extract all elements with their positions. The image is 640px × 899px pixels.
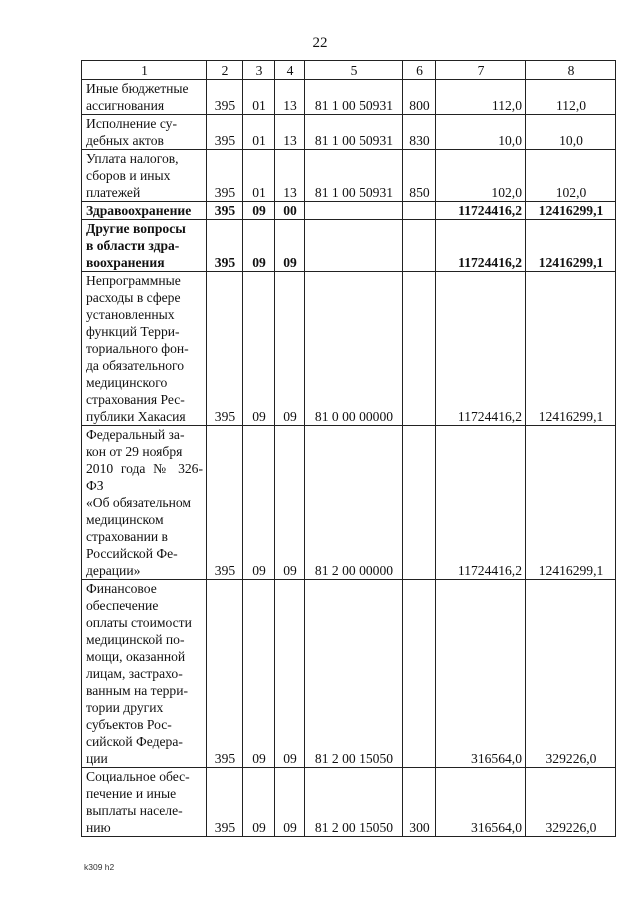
section-code-cell: 395 [207, 768, 243, 837]
row-name-line: страхования Рес- [86, 392, 185, 407]
expense-type-cell [403, 426, 436, 580]
row-name-cell [82, 80, 207, 115]
subsection-code-cell: 13 [275, 150, 305, 202]
amount-year1-cell: 11724416,2 [436, 426, 526, 580]
row-name-cell [82, 220, 207, 272]
row-name-line: воохранения [86, 255, 165, 270]
chapter-code-cell: 09 [243, 202, 275, 220]
row-name-cell [82, 115, 207, 150]
chapter-code-cell: 01 [243, 150, 275, 202]
row-name-line: печение и иные [86, 786, 177, 801]
chapter-code-cell: 09 [243, 220, 275, 272]
row-name-line: Финансовое [86, 581, 157, 596]
amount-year2-cell: 12416299,1 [526, 202, 616, 220]
subsection-code-cell: 13 [275, 80, 305, 115]
row-name-line: Социальное обес- [86, 769, 190, 784]
row-name-cell [82, 426, 207, 580]
column-header: 1 [82, 61, 207, 80]
section-code-cell: 395 [207, 150, 243, 202]
row-name-line: дебных актов [86, 133, 164, 148]
section-code-cell: 395 [207, 80, 243, 115]
chapter-code-cell: 09 [243, 768, 275, 837]
chapter-code-cell: 09 [243, 426, 275, 580]
table-row [82, 426, 616, 580]
row-name-line: Другие вопросы [86, 221, 186, 236]
amount-year2-cell: 12416299,1 [526, 220, 616, 272]
expense-type-cell: 850 [403, 150, 436, 202]
row-name-line: медицинском [86, 512, 164, 527]
amount-year2-cell: 112,0 [526, 80, 616, 115]
table-header-row [82, 61, 616, 80]
row-name-line: Непрограммные [86, 273, 181, 288]
row-name-line: Иные бюджетные [86, 81, 189, 96]
row-name-line: Здравоохранение [86, 203, 192, 218]
row-name-line: дерации» [86, 563, 141, 578]
amount-year1-cell: 102,0 [436, 150, 526, 202]
section-code-cell: 395 [207, 115, 243, 150]
row-name-cell [82, 150, 207, 202]
amount-year1-cell: 10,0 [436, 115, 526, 150]
row-name-line: установленных [86, 307, 175, 322]
amount-year1-cell: 11724416,2 [436, 220, 526, 272]
amount-year1-cell: 11724416,2 [436, 272, 526, 426]
row-name-line: «Об обязательном [86, 495, 191, 510]
expense-type-cell: 300 [403, 768, 436, 837]
amount-year1-cell: 316564,0 [436, 580, 526, 768]
row-name-line: медицинского [86, 375, 168, 390]
subsection-code-cell: 09 [275, 220, 305, 272]
row-name-line: 2010 года № 326-ФЗ [86, 461, 203, 493]
subsection-code-cell: 09 [275, 580, 305, 768]
column-header: 6 [403, 61, 436, 80]
section-code-cell: 395 [207, 580, 243, 768]
chapter-code-cell: 09 [243, 272, 275, 426]
subsection-code-cell: 00 [275, 202, 305, 220]
row-name-cell [82, 768, 207, 837]
amount-year1-cell: 11724416,2 [436, 202, 526, 220]
expense-type-cell [403, 202, 436, 220]
subsection-code-cell: 09 [275, 272, 305, 426]
expense-type-cell [403, 272, 436, 426]
row-name-line: тории других [86, 700, 164, 715]
row-name-line: мощи, оказанной [86, 649, 186, 664]
section-code-cell: 395 [207, 272, 243, 426]
section-code-cell: 395 [207, 202, 243, 220]
row-name-cell [82, 202, 207, 220]
section-code-cell: 395 [207, 426, 243, 580]
row-name-line: обеспечение [86, 598, 159, 613]
amount-year2-cell: 102,0 [526, 150, 616, 202]
table-body [82, 80, 616, 837]
table-row [82, 150, 616, 202]
row-name-line: сийской Федера- [86, 734, 183, 749]
chapter-code-cell: 01 [243, 80, 275, 115]
table-row [82, 272, 616, 426]
expense-type-cell [403, 580, 436, 768]
expense-type-cell: 800 [403, 80, 436, 115]
row-name-line: медицинской по- [86, 632, 185, 647]
row-name-cell [82, 580, 207, 768]
row-name-line: ассигнования [86, 98, 165, 113]
column-header: 8 [526, 61, 616, 80]
row-name-line: ванным на терри- [86, 683, 189, 698]
row-name-line: расходы в сфере [86, 290, 181, 305]
amount-year2-cell: 10,0 [526, 115, 616, 150]
row-name-cell [82, 272, 207, 426]
row-name-line: ции [86, 751, 108, 766]
footer-code: k309 h2 [84, 862, 115, 872]
subsection-code-cell: 09 [275, 768, 305, 837]
amount-year2-cell: 329226,0 [526, 768, 616, 837]
target-article-cell: 81 0 00 00000 [305, 272, 403, 426]
section-code-cell: 395 [207, 220, 243, 272]
column-header: 7 [436, 61, 526, 80]
row-name-line: нию [86, 820, 111, 835]
expense-type-cell [403, 220, 436, 272]
amount-year2-cell: 12416299,1 [526, 272, 616, 426]
target-article-cell: 81 1 00 50931 [305, 115, 403, 150]
target-article-cell: 81 2 00 15050 [305, 768, 403, 837]
table-row [82, 220, 616, 272]
target-article-cell: 81 1 00 50931 [305, 80, 403, 115]
subsection-code-cell: 09 [275, 426, 305, 580]
row-name-line: субъектов Рос- [86, 717, 172, 732]
table-row [82, 768, 616, 837]
table-row [82, 202, 616, 220]
row-name-line: Федеральный за- [86, 427, 185, 442]
chapter-code-cell: 01 [243, 115, 275, 150]
row-name-line: сборов и иных [86, 168, 171, 183]
row-name-line: кон от 29 ноября [86, 444, 183, 459]
target-article-cell: 81 2 00 00000 [305, 426, 403, 580]
column-header: 4 [275, 61, 305, 80]
table-row [82, 580, 616, 768]
row-name-line: в области здра- [86, 238, 180, 253]
budget-table [81, 60, 616, 837]
page-number: 22 [312, 35, 328, 51]
row-name-line: выплаты населе- [86, 803, 183, 818]
row-name-line: Российской Фе- [86, 546, 178, 561]
amount-year2-cell: 329226,0 [526, 580, 616, 768]
chapter-code-cell: 09 [243, 580, 275, 768]
amount-year1-cell: 112,0 [436, 80, 526, 115]
target-article-cell [305, 202, 403, 220]
row-name-line: да обязательного [86, 358, 185, 373]
target-article-cell: 81 1 00 50931 [305, 150, 403, 202]
table-row [82, 115, 616, 150]
target-article-cell [305, 220, 403, 272]
row-name-line: Уплата налогов, [86, 151, 179, 166]
column-header: 2 [207, 61, 243, 80]
row-name-line: оплаты стоимости [86, 615, 192, 630]
row-name-line: платежей [86, 185, 141, 200]
row-name-line: публики Хакасия [86, 409, 186, 424]
amount-year2-cell: 12416299,1 [526, 426, 616, 580]
row-name-line: лицам, застрахо- [86, 666, 183, 681]
column-header: 5 [305, 61, 403, 80]
row-name-line: страховании в [86, 529, 168, 544]
row-name-line: ториального фон- [86, 341, 189, 356]
expense-type-cell: 830 [403, 115, 436, 150]
column-header: 3 [243, 61, 275, 80]
table-row [82, 80, 616, 115]
row-name-line: Исполнение су- [86, 116, 177, 131]
target-article-cell: 81 2 00 15050 [305, 580, 403, 768]
amount-year1-cell: 316564,0 [436, 768, 526, 837]
subsection-code-cell: 13 [275, 115, 305, 150]
row-name-line: функций Терри- [86, 324, 180, 339]
